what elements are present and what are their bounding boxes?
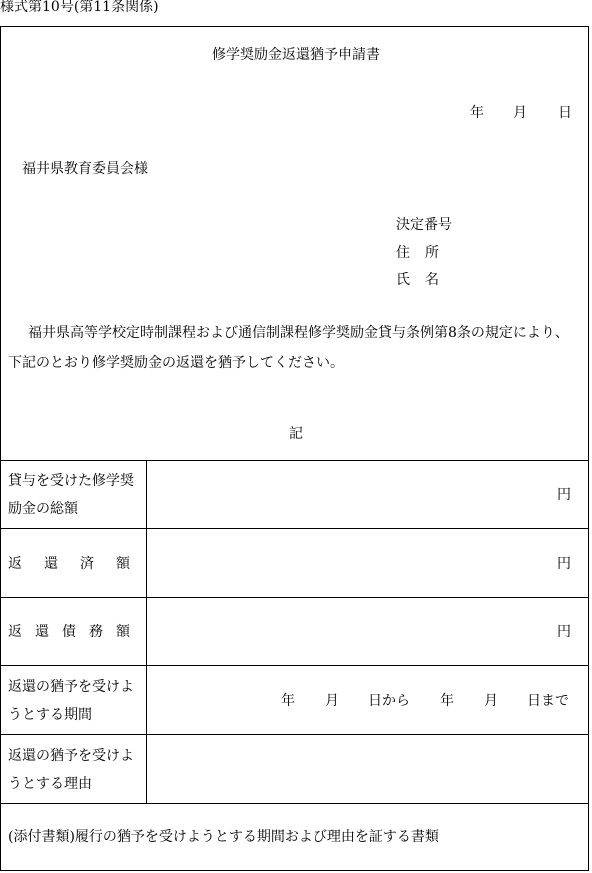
row4-label-line-2: うとする期間 [8, 707, 92, 723]
row-divider [0, 528, 589, 529]
column-divider [146, 460, 147, 803]
row2-label-char-4: 額 [116, 556, 130, 572]
row2-label-char-3: 済 [80, 556, 94, 572]
row1-label-line-2: 励金の総額 [8, 501, 78, 517]
name-label-char-1: 氏 [396, 272, 410, 288]
row-divider [0, 665, 589, 666]
row3-label-char-1: 返 [8, 624, 22, 640]
row1-label-line-1: 貸与を受けた修学奨 [8, 473, 134, 489]
attachment-note: (添付書類)履行の猶予を受けようとする期間および理由を証する書類 [8, 829, 439, 845]
recipient: 福井県教育委員会様 [22, 161, 148, 177]
row4-label-line-1: 返還の猶予を受けよ [8, 679, 134, 695]
period-from-month: 月 [325, 693, 339, 709]
ki-heading: 記 [289, 426, 303, 442]
name-label-char-2: 名 [425, 272, 439, 288]
address-label-char-1: 住 [396, 245, 410, 261]
decision-number-label: 決定番号 [396, 217, 452, 233]
row5-label-line-1: 返還の猶予を受けよ [8, 748, 134, 764]
date-month-label: 月 [513, 105, 527, 121]
period-from-day: 日から [368, 693, 410, 709]
row3-yen-unit: 円 [557, 624, 571, 640]
period-to-month: 月 [484, 693, 498, 709]
row3-label-char-5: 額 [116, 624, 130, 640]
row5-label-line-2: うとする理由 [8, 776, 92, 792]
row1-yen-unit: 円 [557, 487, 571, 503]
period-from-year: 年 [281, 693, 295, 709]
form-frame [0, 26, 589, 871]
row-divider [0, 597, 589, 598]
body-text-line-2: 下記のとおり修学奨励金の返還を猶予してください。 [8, 355, 344, 371]
date-year-label: 年 [470, 105, 484, 121]
table-bottom-border [0, 803, 589, 804]
document-title: 修学奨励金返還猶予申請書 [212, 47, 380, 63]
address-label-char-2: 所 [425, 245, 439, 261]
row2-label-char-1: 返 [8, 556, 22, 572]
body-text-line-1: 福井県高等学校定時制課程および通信制課程修学奨励金貸与条例第8条の規定により、 [28, 325, 569, 341]
date-day-label: 日 [558, 105, 572, 121]
row2-yen-unit: 円 [557, 556, 571, 572]
row3-label-char-2: 還 [35, 624, 49, 640]
row2-label-char-2: 還 [44, 556, 58, 572]
table-top-border [0, 460, 589, 461]
period-to-year: 年 [440, 693, 454, 709]
form-number-label: 様式第10号(第11条関係) [0, 0, 159, 15]
row3-label-char-4: 務 [89, 624, 103, 640]
period-to-day: 日まで [527, 693, 569, 709]
row-divider [0, 734, 589, 735]
row3-label-char-3: 債 [62, 624, 76, 640]
